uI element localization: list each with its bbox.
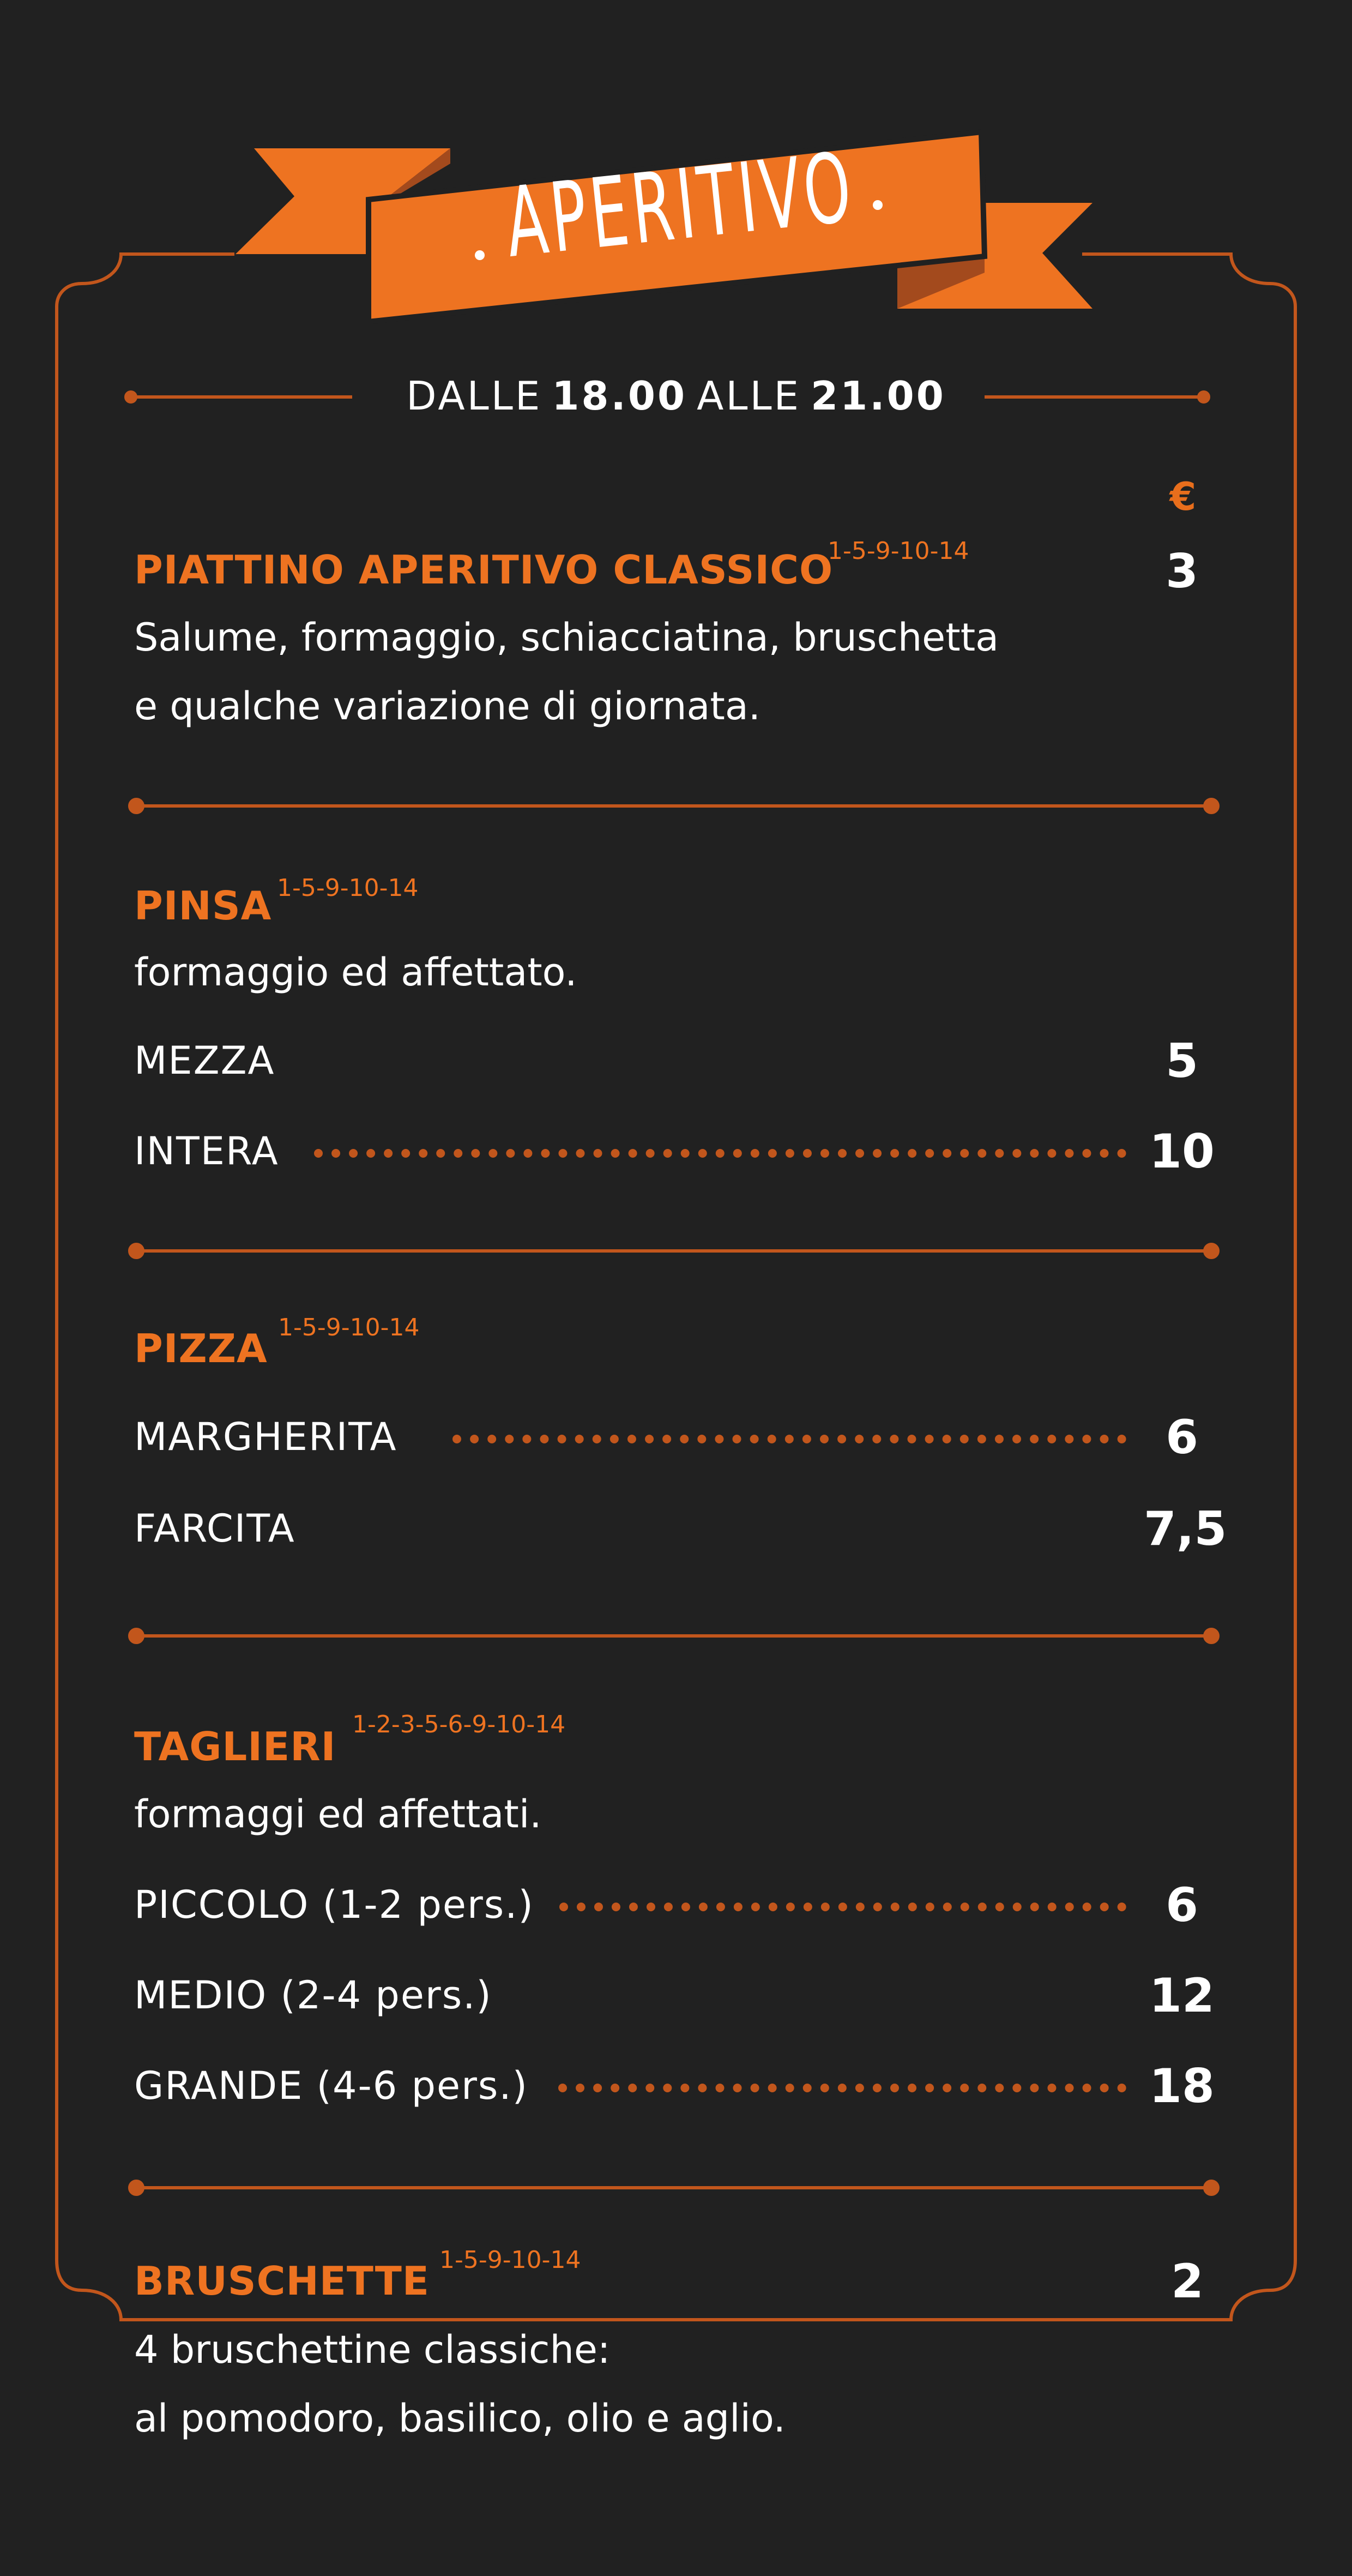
item-price-margherita: 6 bbox=[1166, 1410, 1198, 1465]
item-price-intera: 10 bbox=[1149, 1124, 1215, 1179]
description-piattino-line2: e qualche variazione di giornata. bbox=[134, 684, 761, 729]
item-label-piccolo: PICCOLO (1-2 pers.) bbox=[134, 1882, 534, 1927]
item-label-medio: MEDIO (2-4 pers.) bbox=[134, 1973, 492, 2018]
description-bruschette-line2: al pomodoro, basilico, olio e aglio. bbox=[134, 2396, 786, 2441]
section-title-bruschette: BRUSCHETTE bbox=[134, 2258, 430, 2304]
item-label-grande: GRANDE (4-6 pers.) bbox=[134, 2063, 528, 2108]
dot-leader-intera bbox=[314, 1149, 1126, 1158]
item-price-grande: 18 bbox=[1149, 2059, 1215, 2114]
section-title-pinsa: PINSA bbox=[134, 883, 272, 929]
item-label-intera: INTERA bbox=[134, 1129, 279, 1173]
hours-from-time: 18.00 bbox=[552, 373, 687, 419]
section-title-taglieri: TAGLIERI bbox=[134, 1724, 336, 1770]
item-price-medio: 12 bbox=[1149, 1969, 1215, 2023]
allergens-pizza: 1-5-9-10-14 bbox=[278, 1314, 420, 1341]
hours-from-label: DALLE bbox=[406, 373, 542, 419]
allergens-bruschette: 1-5-9-10-14 bbox=[439, 2246, 581, 2274]
banner-title: APERITIVO bbox=[500, 131, 860, 279]
description-piattino-line1: Salume, formaggio, schiacciatina, bruschetta bbox=[134, 615, 999, 660]
allergens-piattino: 1-5-9-10-14 bbox=[828, 537, 969, 565]
price-bruschette: 2 bbox=[1171, 2254, 1204, 2309]
hours-to-time: 21.00 bbox=[811, 373, 946, 419]
allergens-pinsa: 1-5-9-10-14 bbox=[277, 874, 419, 902]
item-label-margherita: MARGHERITA bbox=[134, 1415, 397, 1459]
section-title-piattino: PIATTINO APERITIVO CLASSICO bbox=[134, 547, 834, 593]
dot-leader-grande bbox=[558, 2084, 1126, 2092]
opening-hours bbox=[0, 369, 1352, 423]
description-taglieri: formaggi ed affettati. bbox=[134, 1792, 542, 1837]
item-price-farcita: 7,5 bbox=[1144, 1502, 1227, 1556]
section-title-pizza: PIZZA bbox=[134, 1326, 268, 1371]
dot-leader-margherita bbox=[452, 1435, 1126, 1443]
dot-leader-piccolo bbox=[559, 1903, 1126, 1911]
item-label-farcita: FARCITA bbox=[134, 1506, 295, 1551]
item-price-mezza: 5 bbox=[1166, 1034, 1198, 1088]
price-piattino: 3 bbox=[1166, 544, 1198, 599]
currency-symbol: € bbox=[1169, 474, 1197, 519]
item-price-piccolo: 6 bbox=[1166, 1878, 1198, 1933]
description-bruschette-line1: 4 bruschettine classiche: bbox=[134, 2327, 611, 2372]
description-pinsa: formaggio ed affettato. bbox=[134, 950, 577, 995]
hours-to-label: ALLE bbox=[697, 373, 801, 419]
allergens-taglieri: 1-2-3-5-6-9-10-14 bbox=[352, 1711, 566, 1738]
item-label-mezza: MEZZA bbox=[134, 1038, 275, 1083]
